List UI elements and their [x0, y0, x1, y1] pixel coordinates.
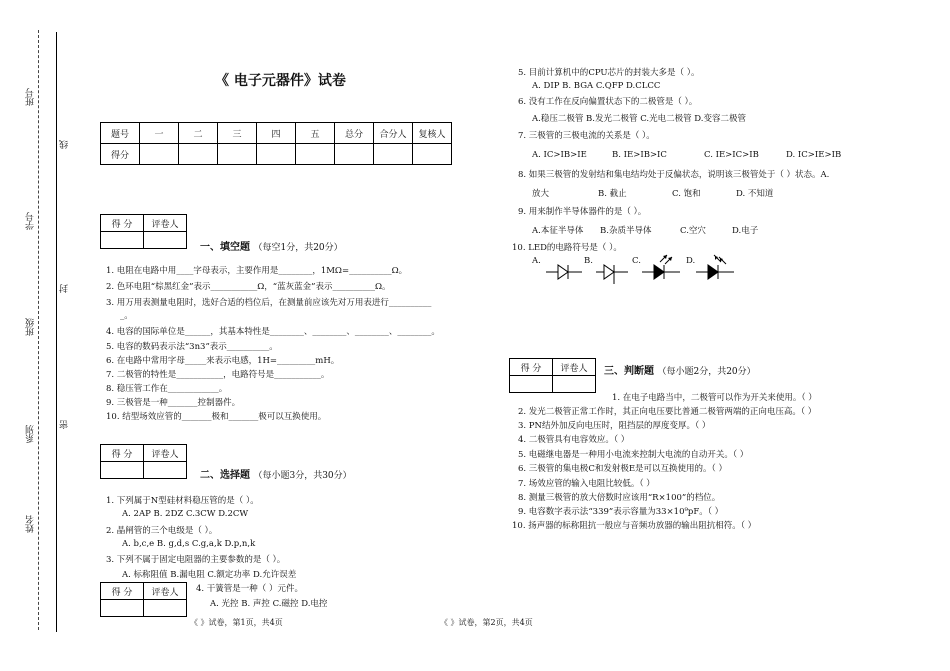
- choice-item-2-options: A. b,c,e B. g,d,s C.g,a,k D.p,n,k: [122, 539, 256, 549]
- section3-note: （每小题2分，共20分）: [657, 367, 756, 377]
- score-table-header: 题号: [101, 123, 140, 144]
- fill-item-1: 1. 电阻在电路中用____字母表示，主要作用是________，1MΩ=__________Ω。: [106, 266, 408, 276]
- score-table-header: 总分: [335, 123, 374, 144]
- score-table-header: 一: [140, 123, 179, 144]
- choice-item-6: 6. 没有工作在反向偏置状态下的二极管是（ ）。: [518, 97, 698, 107]
- section3-title: 三、判断题: [604, 366, 654, 377]
- score-table-row-label: 得分: [101, 144, 140, 165]
- score-cell[interactable]: [257, 144, 296, 165]
- led-option-a-label: A.: [532, 256, 541, 266]
- grader-score-cell[interactable]: [101, 600, 144, 617]
- choice-item-9-option-c: C.空穴: [680, 226, 706, 236]
- judge-item-6: 6. 三极管的集电极C和发射极E是可以互换使用的。（ ）: [518, 464, 727, 474]
- score-cell[interactable]: [413, 144, 452, 165]
- fill-item-7: 7. 二极管的特性是___________，电路符号是___________。: [106, 370, 330, 380]
- judge-item-3: 3. PN结外加反向电压时，阻挡层的厚度变厚。（ ）: [518, 421, 711, 431]
- footer-left: 《 》试卷，第1页，共4页: [190, 618, 283, 627]
- score-cell[interactable]: [218, 144, 257, 165]
- choice-item-4: 4. 干簧管是一种（ ）元件。: [196, 584, 304, 594]
- margin-label-name: 姓名: [26, 515, 36, 533]
- choice-item-1: 1. 下列属于N型硅材料稳压管的是（ ）。: [106, 496, 259, 506]
- grader-name-cell[interactable]: [144, 600, 187, 617]
- grader-label: 评卷人: [144, 445, 187, 462]
- grader-score-label: 得 分: [101, 445, 144, 462]
- choice-item-8-option-d: D. 不知道: [736, 189, 774, 199]
- margin-label-student-no: 学号: [26, 212, 36, 230]
- judge-item-2: 2. 发光二极管正常工作时，其正向电压要比普通二极管两端的正向电压高。（ ）: [518, 407, 817, 417]
- score-table-header: 合分人: [374, 123, 413, 144]
- grader-score-cell[interactable]: [101, 462, 144, 479]
- fill-item-10: 10. 结型场效应管的_______极和_______极可以互换使用。: [106, 412, 327, 422]
- section2-note: （每小题3分，共30分）: [253, 471, 352, 481]
- fill-item-2: 2. 色环电阻“棕黑红金”表示___________Ω，“蓝灰蓝金”表示__________Ω。: [106, 282, 391, 292]
- grader-score-cell[interactable]: [101, 232, 144, 249]
- grader-label: 评卷人: [144, 215, 187, 232]
- choice-item-7-option-d: D. IC>IE>IB: [786, 150, 842, 160]
- choice-item-6-options: A.稳压二极管 B.发光二极管 C.光电二极管 D.变容二极管: [532, 114, 747, 124]
- judge-item-10: 10. 扬声器的标称阻抗一般应与音频功放器的输出阻抗相符。（ ）: [512, 521, 757, 531]
- exam-title: 《 电子元器件》试卷: [215, 73, 346, 89]
- led-option-d-label: D.: [686, 256, 696, 266]
- section1-note: （每空1分，共20分）: [253, 243, 343, 253]
- grader-name-cell[interactable]: [553, 376, 596, 393]
- choice-item-8: 8. 如果三极管的发射结和集电结均处于反偏状态，说明该三极管处于（ ）状态。A.: [518, 170, 830, 180]
- score-cell[interactable]: [374, 144, 413, 165]
- section3-grader-box-left: [100, 582, 187, 617]
- choice-item-5-options: A. DIP B. BGA C.QFP D.CLCC: [532, 81, 661, 91]
- choice-item-9-option-a: A.本征半导体: [532, 226, 584, 236]
- choice-item-2: 2. 晶闸管的三个电级是（ ）。: [106, 526, 218, 536]
- judge-item-8: 8. 测量三极管的放大倍数时应该用“R×100”的档位。: [518, 493, 721, 503]
- grader-label: 评卷人: [553, 359, 596, 376]
- section3-grader-box: [509, 358, 596, 393]
- judge-item-1: 1. 在电子电路当中，二极管可以作为开关来使用。（ ）: [612, 393, 817, 403]
- choice-item-7: 7. 三极管的三极电流的关系是（ ）。: [518, 131, 655, 141]
- score-cell[interactable]: [296, 144, 335, 165]
- choice-item-9-option-b: B.杂质半导体: [600, 226, 652, 236]
- fill-item-3-cont: _。: [120, 311, 133, 321]
- fill-item-4: 4. 电容的国际单位是______，其基本特性是________、________、________、________。: [106, 327, 440, 337]
- choice-item-7-option-c: C. IE>IC>IB: [704, 150, 759, 160]
- section1-grader-box: [100, 214, 187, 249]
- photodiode-symbol-icon: [694, 252, 736, 284]
- margin-label-class: 班级: [26, 318, 36, 336]
- score-table-header: 四: [257, 123, 296, 144]
- fill-item-8: 8. 稳压管工作在____________。: [106, 384, 228, 394]
- grader-score-label: 得 分: [510, 359, 553, 376]
- section1-heading: [200, 238, 343, 253]
- binding-solid-line: [56, 32, 57, 632]
- section3-heading: [604, 362, 756, 377]
- margin-label-class-no: 班号: [26, 88, 36, 106]
- judge-item-7: 7. 场效应管的输入电阻比较低。（ ）: [518, 479, 655, 489]
- grader-name-cell[interactable]: [144, 462, 187, 479]
- score-table-header: 五: [296, 123, 335, 144]
- fill-item-9: 9. 三极管是一种_______控制器件。: [106, 398, 241, 408]
- grader-name-cell[interactable]: [144, 232, 187, 249]
- score-cell[interactable]: [179, 144, 218, 165]
- grader-label: 评卷人: [144, 583, 187, 600]
- score-table-header: 三: [218, 123, 257, 144]
- choice-item-4-options: A. 光控 B. 声控 C.磁控 D.电控: [210, 599, 328, 609]
- led-emitting-symbol-icon: [640, 252, 682, 284]
- diode-symbol-icon: [544, 260, 584, 284]
- score-cell[interactable]: [140, 144, 179, 165]
- choice-item-7-option-a: A. IC>IB>IE: [532, 150, 587, 160]
- score-table-score-row: [101, 144, 452, 165]
- choice-item-1-options: A. 2AP B. 2DZ C.3CW D.2CW: [122, 509, 249, 519]
- choice-item-3: 3. 下列不属于固定电阻器的主要参数的是（ ）。: [106, 555, 286, 565]
- led-option-b-label: B.: [584, 256, 593, 266]
- section2-heading: [200, 466, 352, 481]
- choice-item-8-option-c: C. 饱和: [672, 189, 701, 199]
- margin-mark-secret: 密: [60, 420, 70, 429]
- judge-item-9: 9. 电容数字表示法“339”表示容量为33×10⁹pF。（ ）: [518, 507, 724, 517]
- score-cell[interactable]: [335, 144, 374, 165]
- fill-item-3: 3. 用万用表测量电阻时，选好合适的档位后，在测量前应该先对万用表进行__________: [106, 298, 432, 308]
- choice-item-9: 9. 用来制作半导体器件的是（ ）。: [518, 207, 647, 217]
- score-table: [100, 122, 452, 165]
- choice-item-9-option-d: D.电子: [732, 226, 759, 236]
- section1-title: 一、填空题: [200, 242, 250, 253]
- section2-title: 二、选择题: [200, 470, 250, 481]
- section2-grader-box: [100, 444, 187, 479]
- choice-item-5: 5. 目前计算机中的CPU芯片的封装大多是（ ）。: [518, 68, 700, 78]
- score-table-header: 二: [179, 123, 218, 144]
- fill-item-5: 5. 电容的数码表示法“3n3”表示__________。: [106, 342, 278, 352]
- choice-item-3-options: A. 标称阻值 B.漏电阻 C.额定功率 D.允许误差: [122, 570, 297, 580]
- margin-mark-line: 线: [60, 140, 70, 149]
- choice-item-8-option-a: 放大: [532, 189, 550, 199]
- footer-right: 《 》试卷，第2页，共4页: [440, 618, 533, 627]
- led-option-c-label: C.: [632, 256, 641, 266]
- judge-item-5: 5. 电磁继电器是一种用小电流来控制大电流的自动开关。（ ）: [518, 450, 749, 460]
- margin-mark-seal: 封: [60, 284, 70, 293]
- fill-item-6: 6. 在电路中常用字母_____来表示电感，1H=_________mH。: [106, 356, 340, 366]
- margin-label-department: 系别: [26, 425, 36, 443]
- grader-score-label: 得 分: [101, 215, 144, 232]
- grader-score-label: 得 分: [101, 583, 144, 600]
- diode-symbol-b-icon: [594, 260, 630, 286]
- binding-dashed-line: [38, 30, 39, 630]
- choice-item-7-option-b: B. IE>IB>IC: [612, 150, 667, 160]
- judge-item-4: 4. 二极管具有电容效应。（ ）: [518, 435, 630, 445]
- choice-item-10: 10. LED的电路符号是（ ）。: [512, 243, 622, 253]
- choice-item-8-option-b: B. 截止: [598, 189, 627, 199]
- score-table-header-row: [101, 123, 452, 144]
- grader-score-cell[interactable]: [510, 376, 553, 393]
- score-table-header: 复核人: [413, 123, 452, 144]
